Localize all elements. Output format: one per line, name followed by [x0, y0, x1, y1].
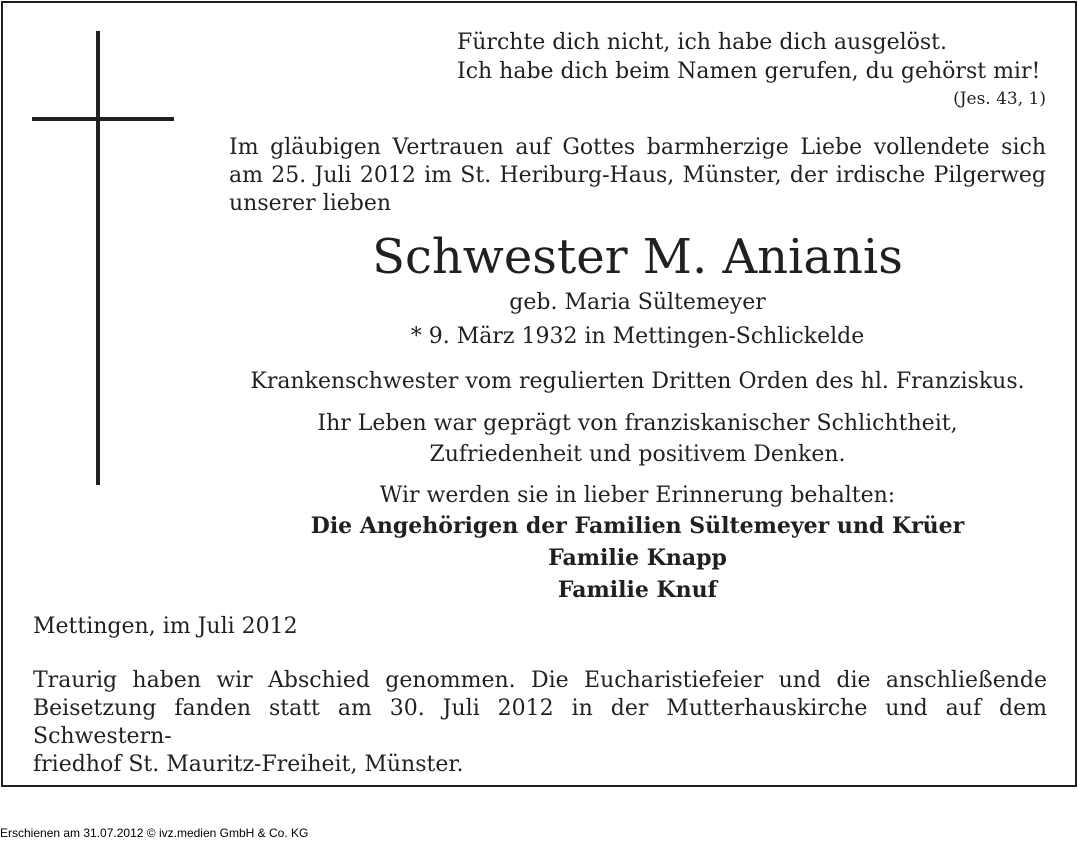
place-date: Mettingen, im Juli 2012	[33, 614, 298, 639]
family-line: Familie Knuf	[557, 577, 718, 603]
family-line: Die Angehörigen der Familien Sültemeyer und Krüer	[310, 513, 965, 539]
tribute-line-2: Zufriedenheit und positivem Denken.	[429, 442, 846, 467]
profession: Krankenschwester vom regulierten Dritten Orden des hl. Franziskus.	[250, 369, 1025, 394]
birth-name: geb. Maria Sültemeyer	[509, 290, 766, 315]
closing-line-3: friedhof St. Mauritz-Freiheit, Münster.	[33, 752, 464, 777]
funeral-notice-paragraph	[33, 667, 1047, 779]
closing-line-1: Traurig haben wir Abschied genommen. Die Eucharistiefeier und die anschließende	[33, 668, 1047, 693]
mourners-intro: Wir werden sie in lieber Erinnerung behalten:	[379, 483, 896, 508]
family-line: Familie Knapp	[548, 545, 727, 571]
intro-line-1: Im gläubigen Vertrauen auf Gottes barmherzige Liebe vollendete sich	[229, 135, 1046, 160]
birth-date-place: * 9. März 1932 in Mettingen-Schlickelde	[410, 324, 865, 349]
mourners-families	[229, 510, 1046, 606]
verse-line-1: Fürchte dich nicht, ich habe dich ausgelöst.	[457, 30, 948, 55]
intro-line-2: am 25. Juli 2012 im St. Heriburg-Haus, Münster, der irdische Pilgerweg	[229, 163, 1046, 188]
cross-vertical-beam	[96, 31, 100, 485]
bible-verse	[457, 28, 1040, 86]
closing-line-2: Beisetzung fanden statt am 30. Juli 2012 in der Mutterhauskirche und auf dem Schwestern-	[33, 696, 1047, 749]
verse-line-2: Ich habe dich beim Namen gerufen, du gehörst mir!	[457, 59, 1041, 84]
deceased-name: Schwester M. Anianis	[372, 229, 903, 285]
intro-paragraph	[229, 134, 1046, 218]
verse-reference: (Jes. 43, 1)	[953, 89, 1046, 109]
intro-line-3: unserer lieben	[229, 191, 392, 216]
tribute-line-1: Ihr Leben war geprägt von franziskanischer Schlichtheit,	[317, 411, 958, 436]
tribute-text	[229, 408, 1046, 470]
cross-horizontal-beam	[32, 117, 174, 121]
publication-footer: Erschienen am 31.07.2012 © ivz.medien GmbH & Co. KG	[0, 826, 309, 840]
